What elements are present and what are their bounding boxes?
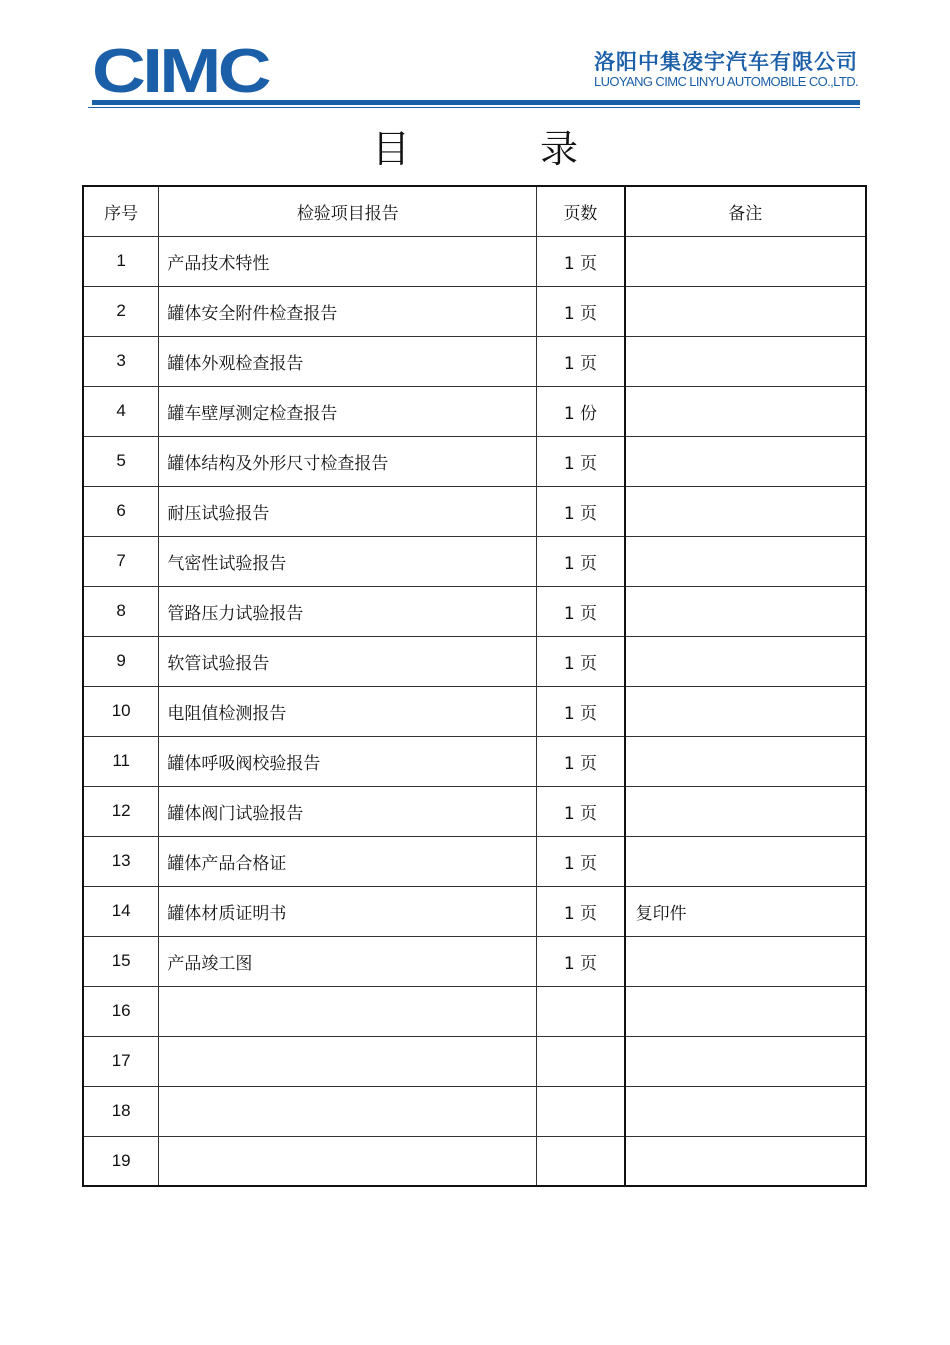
row-note: 复印件 <box>625 886 866 936</box>
cimc-logo <box>92 40 272 98</box>
table-header-row <box>83 186 866 236</box>
row-pages <box>537 1136 625 1186</box>
row-pages: 1 页 <box>537 836 625 886</box>
row-number: 5 <box>83 436 159 486</box>
row-note <box>625 786 866 836</box>
table-row <box>83 1036 866 1086</box>
row-number: 2 <box>83 286 159 336</box>
row-number: 12 <box>83 786 159 836</box>
row-note <box>625 836 866 886</box>
row-item <box>159 1136 537 1186</box>
header-note: 备注 <box>625 186 866 236</box>
logo-text: CIMC <box>92 40 271 98</box>
table-row <box>83 786 866 836</box>
row-note <box>625 986 866 1036</box>
row-number: 6 <box>83 486 159 536</box>
company-name-cn: 洛阳中集凌宇汽车有限公司 <box>594 50 858 74</box>
row-number: 10 <box>83 686 159 736</box>
table-body <box>83 236 866 1186</box>
row-note <box>625 236 866 286</box>
table-row <box>83 536 866 586</box>
row-note <box>625 336 866 386</box>
row-pages: 1 页 <box>537 936 625 986</box>
row-pages <box>537 986 625 1036</box>
row-number: 8 <box>83 586 159 636</box>
title-char-2: 录 <box>540 127 579 171</box>
row-item: 产品技术特性 <box>159 236 537 286</box>
contents-table <box>82 185 867 1187</box>
table-row <box>83 286 866 336</box>
row-pages <box>537 1036 625 1086</box>
row-pages: 1 页 <box>537 586 625 636</box>
table-row <box>83 836 866 886</box>
row-item: 罐体阀门试验报告 <box>159 786 537 836</box>
row-note <box>625 586 866 636</box>
header-pages: 页数 <box>537 186 625 236</box>
row-note <box>625 686 866 736</box>
row-pages: 1 页 <box>537 886 625 936</box>
row-pages: 1 页 <box>537 736 625 786</box>
row-note <box>625 536 866 586</box>
row-item: 气密性试验报告 <box>159 536 537 586</box>
table-row <box>83 986 866 1036</box>
row-number: 11 <box>83 736 159 786</box>
row-item: 罐体结构及外形尺寸检查报告 <box>159 436 537 486</box>
company-name-en: LUOYANG CIMC LINYU AUTOMOBILE CO.,LTD. <box>594 74 858 89</box>
table-row <box>83 736 866 786</box>
row-note <box>625 386 866 436</box>
row-item: 罐体材质证明书 <box>159 886 537 936</box>
row-number: 7 <box>83 536 159 586</box>
row-note <box>625 1136 866 1186</box>
row-number: 19 <box>83 1136 159 1186</box>
row-pages: 1 份 <box>537 386 625 436</box>
row-number: 13 <box>83 836 159 886</box>
page-title <box>0 126 950 172</box>
company-name-block <box>594 50 858 90</box>
row-item: 管路压力试验报告 <box>159 586 537 636</box>
row-item: 罐体产品合格证 <box>159 836 537 886</box>
row-pages: 1 页 <box>537 286 625 336</box>
row-number: 16 <box>83 986 159 1036</box>
title-char-1: 目 <box>371 127 410 171</box>
row-number: 9 <box>83 636 159 686</box>
row-pages: 1 页 <box>537 786 625 836</box>
table-row <box>83 586 866 636</box>
row-item <box>159 1036 537 1086</box>
row-pages: 1 页 <box>537 536 625 586</box>
row-number: 4 <box>83 386 159 436</box>
row-item: 罐体安全附件检查报告 <box>159 286 537 336</box>
cimc-logo-mark <box>92 40 272 98</box>
table-row <box>83 486 866 536</box>
row-pages: 1 页 <box>537 436 625 486</box>
table-row <box>83 386 866 436</box>
row-number: 15 <box>83 936 159 986</box>
row-note <box>625 636 866 686</box>
header-no: 序号 <box>83 186 159 236</box>
row-number: 17 <box>83 1036 159 1086</box>
row-note <box>625 1086 866 1136</box>
row-item <box>159 1086 537 1136</box>
row-item: 产品竣工图 <box>159 936 537 986</box>
row-pages: 1 页 <box>537 636 625 686</box>
row-note <box>625 436 866 486</box>
row-item: 电阻值检测报告 <box>159 686 537 736</box>
row-item: 耐压试验报告 <box>159 486 537 536</box>
table-row <box>83 1136 866 1186</box>
row-number: 1 <box>83 236 159 286</box>
header-rule-thin <box>88 107 860 108</box>
table-row <box>83 336 866 386</box>
row-item: 罐体外观检查报告 <box>159 336 537 386</box>
table-row <box>83 686 866 736</box>
letterhead <box>88 40 860 110</box>
row-number: 3 <box>83 336 159 386</box>
table-row <box>83 636 866 686</box>
header-item: 检验项目报告 <box>159 186 537 236</box>
table-row <box>83 886 866 936</box>
header-rule <box>92 100 860 105</box>
row-pages: 1 页 <box>537 336 625 386</box>
row-note <box>625 486 866 536</box>
row-number: 14 <box>83 886 159 936</box>
row-note <box>625 936 866 986</box>
row-number: 18 <box>83 1086 159 1136</box>
row-item: 软管试验报告 <box>159 636 537 686</box>
table-row <box>83 936 866 986</box>
row-pages: 1 页 <box>537 236 625 286</box>
row-item: 罐体呼吸阀校验报告 <box>159 736 537 786</box>
table-row <box>83 436 866 486</box>
row-pages: 1 页 <box>537 686 625 736</box>
table-row <box>83 1086 866 1136</box>
row-item: 罐车壁厚测定检查报告 <box>159 386 537 436</box>
row-pages <box>537 1086 625 1136</box>
row-pages: 1 页 <box>537 486 625 536</box>
row-note <box>625 286 866 336</box>
row-note <box>625 1036 866 1086</box>
table-row <box>83 236 866 286</box>
row-item <box>159 986 537 1036</box>
row-note <box>625 736 866 786</box>
